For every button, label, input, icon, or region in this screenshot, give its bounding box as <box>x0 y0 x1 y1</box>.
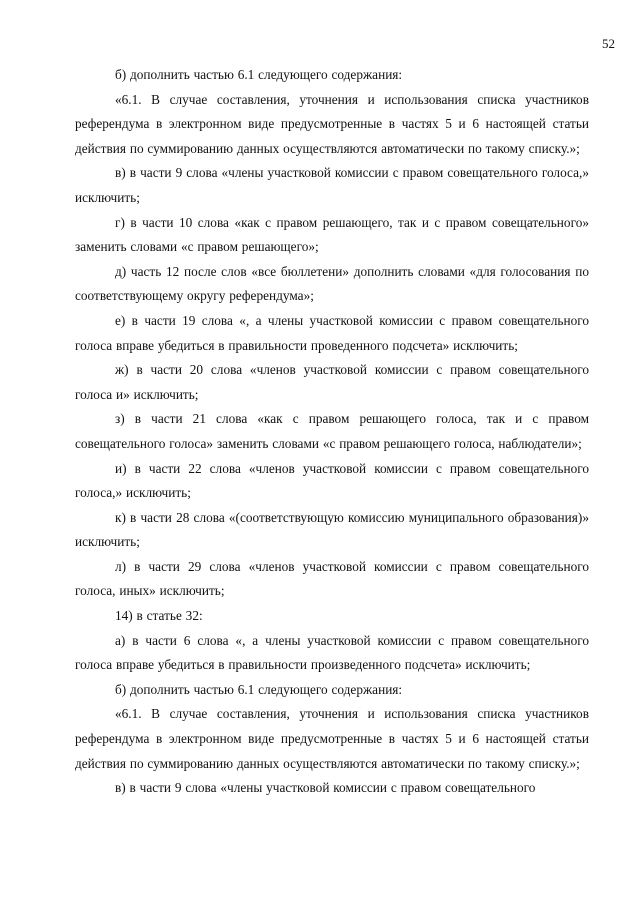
paragraph: 14) в статье 32: <box>115 608 203 624</box>
page-number: 52 <box>602 36 615 51</box>
paragraph: г) в части 10 слова «как с правом решающего, так и с правом совещательного» заменить словами «с правом решающего»; <box>75 214 589 255</box>
paragraph: д) часть 12 после слов «все бюллетени» дополнить словами «для голосования по соответствующему округу референдума»; <box>75 263 589 304</box>
paragraph: а) в части 6 слова «, а члены участковой комиссии с правом совещательного голоса вправе убедиться в правильности произведенного подсчета» исключить; <box>75 632 589 673</box>
paragraph: «6.1. В случае составления, уточнения и использования списка участников референдума в электронном виде предусмотренные в частях 5 и 6 настоящей статьи действия по суммированию данных осуществляются автоматически по такому списку.»; <box>75 91 589 156</box>
paragraph: «6.1. В случае составления, уточнения и использования списка участников референдума в электронном виде предусмотренные в частях 5 и 6 настоящей статьи действия по суммированию данных осуществляются автоматически по такому списку.»; <box>75 706 589 771</box>
paragraph: л) в части 29 слова «членов участковой комиссии с правом совещательного голоса, иных» исключить; <box>75 558 589 599</box>
paragraph: в) в части 9 слова «члены участковой комиссии с правом совещательного <box>115 780 536 796</box>
paragraph: в) в части 9 слова «члены участковой комиссии с правом совещательного голоса,» исключить; <box>75 165 589 205</box>
paragraph: ж) в части 20 слова «членов участковой комиссии с правом совещательного голоса и» исключить; <box>75 362 589 402</box>
paragraph: б) дополнить частью 6.1 следующего содержания: <box>115 681 403 697</box>
paragraph: и) в части 22 слова «членов участковой комиссии с правом совещательного голоса,» исключить; <box>75 460 589 501</box>
document-body <box>75 63 589 801</box>
paragraph: е) в части 19 слова «, а члены участковой комиссии с правом совещательного голоса вправе убедиться в правильности проведенного подсчета» исключить; <box>75 312 589 353</box>
paragraph: б) дополнить частью 6.1 следующего содержания: <box>115 67 403 82</box>
paragraph: к) в части 28 слова «(соответствующую комиссию муниципального образования)» исключить; <box>75 509 589 550</box>
paragraph: з) в части 21 слова «как с правом решающего голоса, так и с правом совещательного голоса» заменить словами «с правом решающего голоса, наблюдатели»; <box>75 411 589 451</box>
